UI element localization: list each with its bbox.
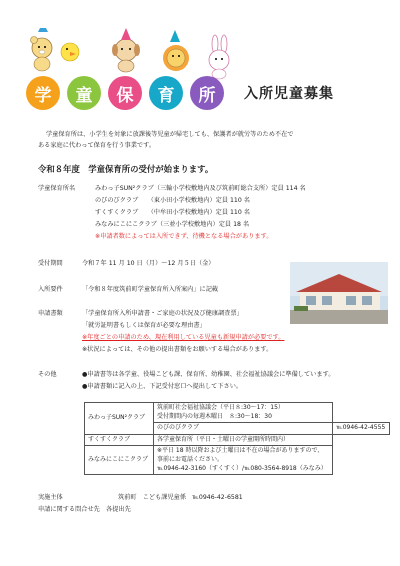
facility-row-1: みわっ子SUN²クラブ（三輪小学校敷地内及び筑前町総合支所）定員 114 名 xyxy=(95,185,306,192)
headline: 令和８年度 学童保育所の受付が始まります。 xyxy=(38,164,214,174)
period-value: 令和７年 11 月 10 日（月）〜12 月５日（金） xyxy=(82,260,215,267)
facility-row-2: のびのびクラブ （東小田小学校敷地内）定員 110 名 xyxy=(95,197,250,204)
other-label: その他 xyxy=(38,371,57,378)
contact-name: すくすくクラブ xyxy=(85,434,154,446)
contact-table xyxy=(84,402,390,475)
facility-row-4: みなみにこにこクラブ（三並小学校敷地内）定員 18 名 xyxy=(95,221,250,228)
title-circle-1: 学 xyxy=(26,76,60,110)
document-item-1: 「学童保育所入所申請書・ご家庭の状況及び健康調査票」 xyxy=(82,310,243,317)
implementer-value: 筑前町 こども課児童係 ℡0946-42-6581 xyxy=(118,494,243,501)
facilities-note: ※申請者数によっては入所できず、待機となる場合があります。 xyxy=(95,233,273,240)
contact-detail: 筑前町社会福祉協議会（平日８:30〜17：15） 受付期間内の毎週木曜日 ８:30〜18：30 xyxy=(154,403,333,423)
table-row xyxy=(85,446,390,475)
document-item-2: 「就労証明書もしくは保育が必要な理由書」 xyxy=(82,322,206,329)
title-circle-2: 童 xyxy=(67,76,101,110)
contact-detail: ℡0946-42-4555 xyxy=(333,423,390,435)
contact-name: のびのびクラブ xyxy=(154,423,333,435)
documents-note: ※状況によっては、その他の提出書類をお願いする場合があります。 xyxy=(82,346,273,353)
contact-detail: 各学童保育所（平日・土曜日の学童開所時間内） xyxy=(154,434,333,446)
table-row xyxy=(85,434,390,446)
implementer-label: 実施主体 xyxy=(38,494,63,501)
documents-note-red: ※年度ごとの申請のため、現在利用している児童も新規申請が必要です。 xyxy=(82,334,285,341)
building-photo-image xyxy=(290,262,388,324)
building-photo xyxy=(290,262,388,324)
inquiry-label: 申請に関する問合せ先 各提出先 xyxy=(38,506,131,513)
title-circle-5: 所 xyxy=(190,76,224,110)
facility-row-3: すくすくクラブ （中牟田小学校敷地内）定員 110 名 xyxy=(95,209,250,216)
requirements-label: 入所要件 xyxy=(38,286,63,293)
contact-name: みわっ子SUN²クラブ xyxy=(85,403,154,435)
contact-name: みなみにこにこクラブ xyxy=(85,446,154,475)
title-circle-4: 育 xyxy=(149,76,183,110)
intro-line-1: 学童保育所は、小学生を対象に放課後等児童が帰宅しても、保護者が就労等のため不在で xyxy=(46,131,294,138)
requirements-value: 「令和８年度筑前町学童保育所入所案内」に記載 xyxy=(82,286,219,293)
other-item-2: ●申請書類に記入の上、下記受付窓口へ提出して下さい。 xyxy=(82,383,243,390)
documents-label: 申請書類 xyxy=(38,310,63,317)
page-title: 入所児童募集 xyxy=(244,86,334,102)
title-circle-3: 保 xyxy=(108,76,142,110)
table-row xyxy=(85,403,390,423)
period-label: 受付期間 xyxy=(38,260,63,267)
other-item-1: ●申請書等は各学童、役場こども課、保育所、幼稚園、社会福祉協議会に準備しています。 xyxy=(82,371,335,378)
intro-line-2: ある家庭に代わって保育を行う事業です。 xyxy=(38,142,156,149)
facilities-label: 学童保育所名 xyxy=(38,185,76,192)
contact-detail: ※平日 18 時以降および土曜日は不在の場合がありますので、 事前にお電話ください。 ℡0946-42-3160（すくすく）/℡080-3564-8918（みなみ） xyxy=(154,446,333,475)
